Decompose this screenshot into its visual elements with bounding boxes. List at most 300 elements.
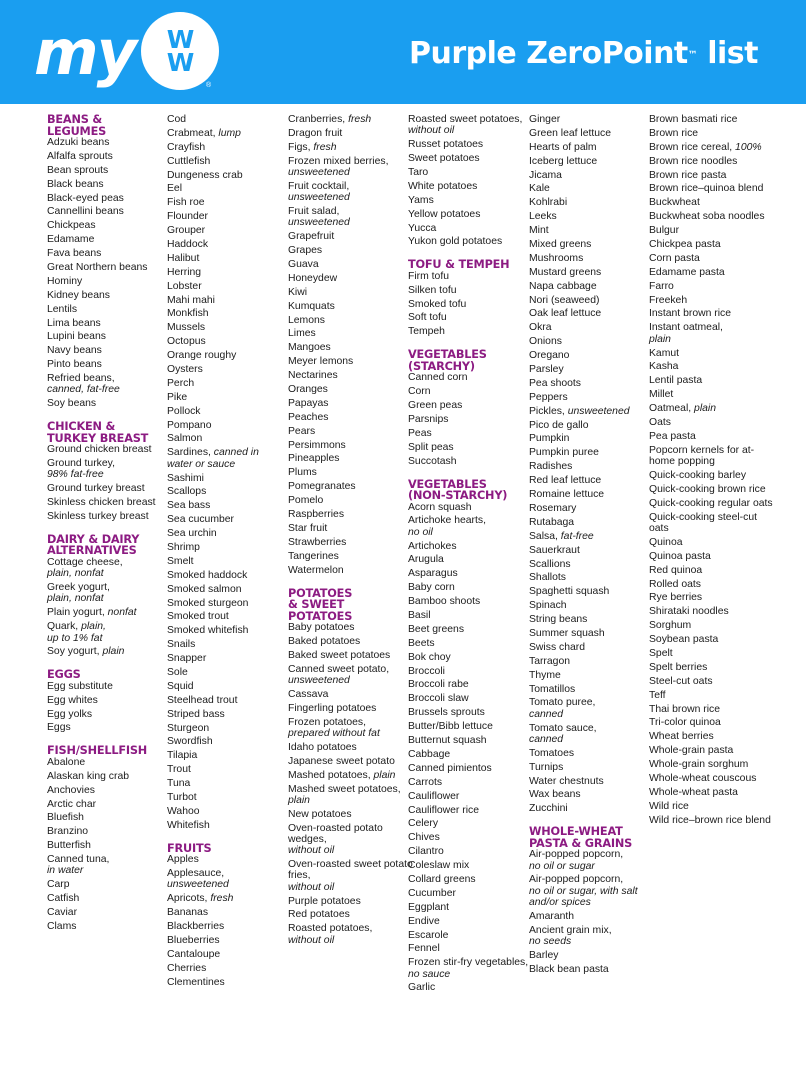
food-item	[529, 586, 654, 600]
food-name: Brown rice	[649, 127, 699, 139]
food-name: Red potatoes	[288, 909, 350, 921]
food-name: Steel-cut oats	[649, 675, 713, 687]
food-name: Octopus	[167, 336, 206, 348]
food-name: Escarole	[408, 929, 449, 941]
food-item	[288, 689, 413, 703]
food-name: Grapefruit	[288, 231, 335, 243]
food-name: Whole-grain pasta	[649, 745, 734, 757]
food-name: Adzuki beans	[47, 137, 110, 148]
food-item	[529, 170, 654, 184]
food-item	[529, 350, 654, 364]
food-item	[649, 142, 774, 156]
food-item	[288, 128, 413, 142]
food-item	[288, 537, 413, 551]
food-name: Edamame	[47, 234, 95, 246]
food-name: Mangoes	[288, 342, 331, 354]
food-name: Turnips	[529, 761, 564, 773]
food-name: Cabbage	[408, 748, 451, 760]
food-name: Air-popped popcorn,	[529, 874, 624, 886]
food-item	[649, 498, 774, 512]
food-item	[288, 717, 413, 742]
food-item	[408, 271, 533, 285]
food-descriptor: fresh	[210, 893, 234, 905]
food-name: Cucumber	[408, 887, 456, 899]
food-name: Wheat berries	[649, 731, 714, 743]
food-name: Quinoa	[649, 536, 683, 548]
food-item	[167, 868, 292, 893]
food-name: Quick-cooking steel-cut oats	[649, 511, 757, 534]
food-item	[408, 167, 533, 181]
food-item	[288, 481, 413, 495]
food-name: Carp	[47, 879, 70, 891]
food-item	[649, 211, 774, 225]
food-name: Ground turkey breast	[47, 483, 145, 495]
food-name: Catfish	[47, 893, 80, 905]
food-name: Blueberries	[167, 934, 220, 946]
food-name: Swordfish	[167, 736, 213, 748]
food-item	[649, 717, 774, 731]
food-item	[408, 693, 533, 707]
food-list	[0, 114, 806, 1080]
food-item	[529, 656, 654, 670]
food-item	[288, 823, 413, 859]
food-item	[167, 197, 292, 211]
food-item	[47, 607, 172, 621]
food-item	[47, 695, 172, 709]
food-name: Cassava	[288, 688, 329, 700]
food-item	[649, 183, 774, 197]
food-name: Herring	[167, 266, 202, 278]
section-heading: CHICKEN &	[47, 420, 116, 434]
food-name: Quick-cooking barley	[649, 469, 747, 481]
food-name: Soy yogurt,	[47, 646, 100, 658]
food-item	[529, 392, 654, 406]
food-name: Egg yolks	[47, 708, 93, 720]
food-name: Pineapples	[288, 453, 340, 465]
ww-logo-icon	[141, 12, 219, 90]
food-item	[649, 267, 774, 281]
food-item	[408, 791, 533, 805]
food-descriptor: unsweetened	[567, 405, 630, 417]
food-item	[529, 950, 654, 964]
food-name: Limes	[288, 328, 316, 340]
food-item	[529, 156, 654, 170]
food-item	[408, 414, 533, 428]
food-name: Cherries	[167, 962, 207, 974]
food-name: Lentils	[47, 303, 78, 315]
food-item	[649, 253, 774, 267]
food-name: Thyme	[529, 669, 561, 681]
food-name: Acorn squash	[408, 501, 472, 513]
food-item	[408, 596, 533, 610]
food-name: Ancient grain mix,	[529, 924, 612, 936]
food-name: Sashimi	[167, 472, 204, 484]
food-name: Artichokes	[408, 540, 457, 552]
column-4	[408, 114, 533, 996]
food-name: Star fruit	[288, 522, 328, 534]
food-descriptor: 98% fat-free	[47, 469, 104, 481]
food-item	[167, 820, 292, 834]
food-item	[47, 165, 172, 179]
food-item	[47, 359, 172, 373]
food-item	[288, 523, 413, 537]
food-name: Kohlrabi	[529, 197, 568, 209]
food-item	[408, 982, 533, 996]
food-name: Tangerines	[288, 550, 339, 562]
food-descriptor: up to 1% fat	[47, 632, 103, 644]
food-name: Zucchini	[529, 803, 568, 815]
food-item	[167, 253, 292, 267]
food-name: Anchovies	[47, 784, 95, 796]
food-name: Hearts of palm	[529, 141, 597, 153]
food-item	[529, 803, 654, 817]
food-item	[288, 636, 413, 650]
food-item	[408, 400, 533, 414]
food-name: Guava	[288, 259, 319, 271]
food-item	[649, 445, 774, 470]
food-item	[47, 373, 172, 398]
food-name: Tomatoes	[529, 747, 575, 759]
food-item	[167, 183, 292, 197]
food-item	[529, 911, 654, 925]
section-heading: & SWEET	[288, 598, 345, 611]
food-item	[408, 666, 533, 680]
food-name: Oven-roasted potato wedges,	[288, 822, 383, 845]
food-name: Smoked tofu	[408, 298, 467, 310]
food-item	[167, 653, 292, 667]
food-name: Kiwi	[288, 286, 308, 298]
food-item	[529, 776, 654, 790]
food-descriptor: unsweetened	[288, 166, 350, 178]
food-item	[167, 514, 292, 528]
food-item	[288, 551, 413, 565]
food-name: Firm tofu	[408, 270, 449, 282]
food-item	[529, 517, 654, 531]
food-name: Iceberg lettuce	[529, 155, 598, 167]
food-item	[47, 276, 172, 290]
food-item	[288, 453, 413, 467]
food-item	[167, 542, 292, 556]
food-name: Alfalfa sprouts	[47, 150, 113, 162]
food-item	[167, 695, 292, 709]
food-name: Spelt berries	[649, 661, 708, 673]
food-item	[408, 679, 533, 693]
section-heading: (NON-STARCHY)	[408, 489, 508, 502]
food-name: Split peas	[408, 441, 454, 453]
food-name: Cottage cheese,	[47, 556, 123, 568]
food-item	[288, 287, 413, 301]
food-name: Rye berries	[649, 592, 703, 604]
food-name: Asparagus	[408, 568, 458, 580]
food-name: Tomato puree,	[529, 697, 596, 709]
food-name: Thai brown rice	[649, 703, 721, 715]
food-item	[288, 703, 413, 717]
column-2	[167, 114, 292, 991]
food-item	[288, 742, 413, 756]
food-name: Radishes	[529, 461, 573, 473]
food-item	[288, 114, 413, 128]
food-item	[649, 773, 774, 787]
food-item	[167, 806, 292, 820]
section-heading: PASTA & GRAINS	[529, 836, 633, 850]
food-item	[408, 554, 533, 568]
food-item	[529, 197, 654, 211]
food-name: Crayfish	[167, 141, 206, 153]
food-name: Tempeh	[408, 326, 445, 338]
food-descriptor: canned	[529, 733, 564, 745]
food-name: Tuna	[167, 778, 191, 790]
food-name: Whole-grain sorghum	[649, 759, 749, 771]
food-name: Bananas	[167, 907, 209, 919]
food-name: Baby potatoes	[288, 622, 355, 633]
food-item	[529, 183, 654, 197]
food-item	[167, 778, 292, 792]
food-item	[408, 860, 533, 874]
food-name: Smoked salmon	[167, 583, 242, 595]
food-name: Pumpkin	[529, 433, 570, 445]
food-item	[167, 114, 292, 128]
food-item	[529, 748, 654, 762]
food-name: Steelhead trout	[167, 694, 238, 706]
column-6	[649, 114, 774, 829]
food-item	[649, 662, 774, 676]
food-item	[649, 606, 774, 620]
food-name: Strawberries	[288, 536, 347, 548]
food-item	[529, 628, 654, 642]
food-item	[529, 789, 654, 803]
food-name: Nori (seaweed)	[529, 294, 600, 306]
section-heading: BEANS &	[47, 113, 103, 126]
food-name: Oak leaf lettuce	[529, 308, 602, 320]
food-descriptor: canned in	[213, 447, 259, 459]
food-name: Skinless chicken breast	[47, 497, 156, 509]
food-item	[288, 440, 413, 454]
food-name: Eggplant	[408, 901, 450, 913]
food-name: Black bean pasta	[529, 963, 609, 975]
food-name: Romaine lettuce	[529, 489, 605, 501]
food-name: Papayas	[288, 397, 329, 409]
food-item	[408, 777, 533, 791]
food-item	[649, 239, 774, 253]
food-name: Green peas	[408, 400, 463, 412]
food-item	[529, 475, 654, 489]
food-item	[649, 551, 774, 565]
food-descriptor: water or sauce	[167, 458, 236, 470]
food-item	[288, 923, 413, 948]
food-name: Leeks	[529, 211, 557, 223]
food-name: Whitefish	[167, 819, 210, 831]
food-item	[47, 220, 172, 234]
food-item	[167, 736, 292, 750]
food-name: Idaho potatoes	[288, 741, 357, 753]
food-item	[529, 308, 654, 322]
food-name: Cranberries,	[288, 114, 346, 125]
food-item	[649, 620, 774, 634]
food-item	[288, 495, 413, 509]
food-item	[47, 757, 172, 771]
food-name: Brown rice pasta	[649, 169, 727, 181]
food-item	[288, 509, 413, 523]
food-item	[167, 935, 292, 949]
section-heading: POTATOES	[288, 609, 353, 623]
section-heading: TURKEY BREAST	[47, 431, 149, 445]
food-item	[649, 565, 774, 579]
food-name: Flounder	[167, 211, 209, 223]
food-name: Russet potatoes	[408, 139, 484, 151]
food-item	[47, 444, 172, 458]
section-heading: ALTERNATIVES	[47, 544, 137, 558]
food-item	[47, 345, 172, 359]
food-name: Kumquats	[288, 300, 335, 312]
food-item	[408, 610, 533, 624]
food-item	[47, 799, 172, 813]
food-name: Black-eyed peas	[47, 192, 124, 204]
food-descriptor: plain, nonfat	[47, 593, 104, 605]
food-item	[529, 849, 654, 874]
food-name: Baked potatoes	[288, 635, 361, 647]
section-heading: WHOLE-WHEAT	[529, 825, 623, 839]
food-name: Broccoli	[408, 665, 445, 677]
food-name: Plain yogurt,	[47, 607, 105, 619]
food-item	[288, 756, 413, 770]
food-name: Rolled oats	[649, 578, 701, 590]
food-item	[288, 467, 413, 481]
food-name: Oatmeal,	[649, 403, 692, 415]
food-item	[288, 356, 413, 370]
food-item	[47, 398, 172, 412]
food-name: Artichoke hearts,	[408, 515, 486, 527]
food-name: Roasted potatoes,	[288, 923, 373, 935]
food-item	[47, 879, 172, 893]
food-name: Jicama	[529, 169, 562, 181]
food-item	[649, 225, 774, 239]
food-descriptor: plain	[288, 794, 310, 806]
food-item	[408, 299, 533, 313]
logo-letter-top: W	[166, 25, 194, 54]
food-item	[167, 667, 292, 681]
food-name: Snapper	[167, 653, 207, 665]
food-item	[408, 735, 533, 749]
food-name: Pomegranates	[288, 481, 356, 493]
food-item	[529, 874, 654, 910]
food-name: Nectarines	[288, 370, 338, 382]
food-name: Oats	[649, 417, 671, 428]
food-item	[408, 181, 533, 195]
food-item	[649, 170, 774, 184]
food-item	[408, 428, 533, 442]
food-name: Rutabaga	[529, 516, 575, 528]
food-name: Fingerling potatoes	[288, 702, 377, 714]
food-item	[167, 350, 292, 364]
section-heading: (STARCHY)	[408, 359, 475, 373]
food-item	[167, 750, 292, 764]
food-name: Halibut	[167, 252, 200, 264]
food-item	[47, 709, 172, 723]
food-item	[529, 336, 654, 350]
food-name: Monkfish	[167, 308, 209, 320]
food-item	[47, 646, 172, 660]
food-item	[408, 832, 533, 846]
food-item	[408, 236, 533, 250]
food-name: Kidney beans	[47, 289, 110, 301]
food-name: Mustard greens	[529, 266, 602, 278]
food-descriptor: fat-free	[560, 530, 594, 542]
food-item	[47, 318, 172, 332]
food-name: Squid	[167, 680, 194, 692]
food-item	[649, 745, 774, 759]
food-item	[529, 433, 654, 447]
food-name: Salsa,	[529, 530, 558, 542]
food-item	[529, 295, 654, 309]
food-name: Swiss chard	[529, 641, 586, 653]
food-name: Blackberries	[167, 921, 225, 933]
food-name: Freekeh	[649, 294, 688, 306]
food-descriptor: in water	[47, 865, 84, 877]
food-item	[47, 262, 172, 276]
food-item	[288, 156, 413, 181]
food-item	[649, 592, 774, 606]
food-name: Baked sweet potatoes	[288, 649, 391, 661]
food-name: Plums	[288, 467, 317, 479]
food-name: Mashed sweet potatoes,	[288, 783, 401, 795]
food-item	[47, 785, 172, 799]
food-item	[649, 375, 774, 389]
food-name: Apples	[167, 854, 199, 866]
food-item	[167, 625, 292, 639]
food-item	[47, 557, 172, 582]
food-name: Beet greens	[408, 623, 465, 635]
food-item	[529, 128, 654, 142]
food-descriptor: plain	[373, 769, 396, 781]
food-name: Mint	[529, 225, 549, 237]
food-item	[408, 456, 533, 470]
food-name: Quinoa pasta	[649, 550, 711, 562]
food-name: Mussels	[167, 322, 206, 334]
food-item	[288, 622, 413, 636]
food-item	[47, 304, 172, 318]
food-item	[288, 426, 413, 440]
logo-letter-bottom: W	[166, 48, 194, 77]
food-name: Salmon	[167, 433, 203, 445]
food-name: Scallops	[167, 486, 207, 498]
food-name: Figs,	[288, 141, 311, 153]
food-item	[408, 638, 533, 652]
food-name: Edamame pasta	[649, 266, 725, 278]
food-item	[47, 248, 172, 262]
food-name: Succotash	[408, 455, 457, 467]
food-item	[408, 386, 533, 400]
food-item	[529, 322, 654, 336]
food-item	[167, 854, 292, 868]
food-name: Black beans	[47, 178, 104, 190]
food-item	[408, 874, 533, 888]
trademark-mark: ™	[687, 50, 698, 61]
food-name: Greek yogurt,	[47, 582, 110, 594]
food-name: Soy beans	[47, 398, 97, 410]
section-heading: LEGUMES	[47, 124, 107, 138]
food-item	[288, 784, 413, 809]
food-item	[529, 684, 654, 698]
food-item	[408, 541, 533, 555]
food-name: Fish roe	[167, 197, 205, 209]
food-item	[288, 206, 413, 231]
food-item	[288, 301, 413, 315]
food-name: Canned sweet potato,	[288, 663, 390, 675]
food-item	[47, 290, 172, 304]
food-item	[529, 762, 654, 776]
food-name: Shrimp	[167, 542, 200, 554]
food-item	[408, 372, 533, 386]
